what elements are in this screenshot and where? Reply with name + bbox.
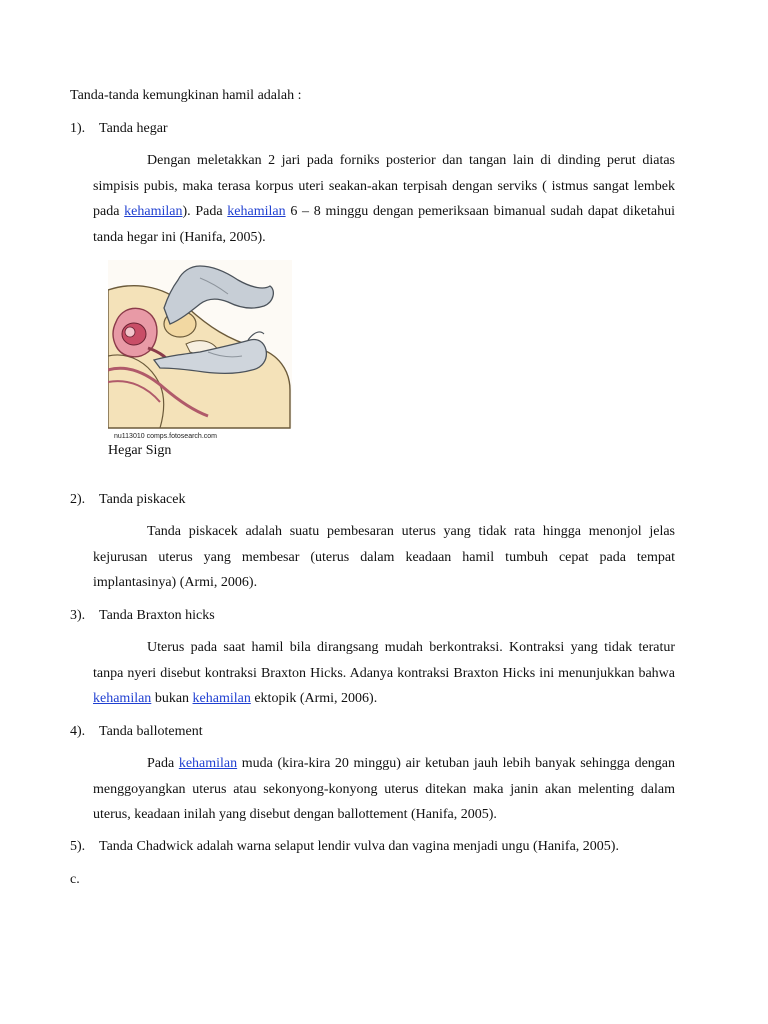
list-item-heading-1 bbox=[70, 122, 168, 136]
ballotement-paragraph bbox=[93, 751, 675, 828]
kehamilan-link[interactable]: kehamilan bbox=[192, 691, 251, 706]
paragraph-text: Tanda piskacek adalah suatu pembesaran uterus yang tidak rata hingga menonjol jelas kejurusan uterus yang membesar (uterus dalam keadaan hamil tumbuh cepat pada tempat implantasinya) (Armi, 2006). bbox=[93, 524, 675, 590]
paragraph-text: ). Pada bbox=[182, 204, 228, 219]
braxton-paragraph bbox=[93, 635, 675, 712]
intro-text: Tanda-tanda kemungkinan hamil adalah : bbox=[70, 88, 302, 103]
list-number: 1). bbox=[70, 121, 86, 136]
list-item-heading-4 bbox=[70, 725, 203, 739]
list-item-title: Tanda hegar bbox=[99, 121, 168, 136]
kehamilan-link[interactable]: kehamilan bbox=[227, 204, 286, 219]
trailing-marker: c. bbox=[70, 872, 80, 887]
paragraph-text: Dengan meletakkan 2 jari pada forniks posterior dan tangan lain di dinding perut diatas simpisis pubis, maka terasa korpus uteri seakan-akan terpisah dengan serviks ( istmus sangat lembek pada bbox=[93, 153, 675, 219]
list-number: 2). bbox=[70, 492, 86, 507]
kehamilan-link[interactable]: kehamilan bbox=[178, 756, 238, 771]
list-item-heading-2 bbox=[70, 493, 185, 507]
list-item-heading-3 bbox=[70, 609, 215, 623]
list-number: 4). bbox=[70, 724, 86, 739]
paragraph-text: ektopik (Armi, 2006). bbox=[250, 691, 378, 706]
illustration-image bbox=[108, 260, 292, 440]
figure-caption: Hegar Sign bbox=[108, 443, 172, 458]
list-item-title: Tanda Braxton hicks bbox=[99, 608, 215, 623]
list-item-title: Tanda ballotement bbox=[99, 724, 203, 739]
paragraph-text: Uterus pada saat hamil bila dirangsang mudah berkontraksi. Kontraksi yang tidak teratur tanpa nyeri disebut kontraksi Braxton Hicks. Adanya kontraksi Braxton Hicks ini menunjukkan bahwa bbox=[93, 640, 675, 681]
kehamilan-link[interactable]: kehamilan bbox=[93, 691, 152, 706]
list-item-title: Tanda Chadwick adalah warna selaput lendir vulva dan vagina menjadi ungu (Hanifa, 2005). bbox=[99, 839, 619, 854]
image-watermark: nu113010 comps.fotosearch.com bbox=[114, 433, 217, 440]
paragraph-text: Pada bbox=[147, 756, 179, 771]
list-item-title: Tanda piskacek bbox=[99, 492, 186, 507]
list-item-heading-5 bbox=[70, 840, 619, 854]
paragraph-text: 6 – 8 minggu dengan pemeriksaan bimanual sudah dapat diketahui tanda hegar ini (Hanifa, 2005). bbox=[93, 204, 675, 245]
paragraph-text: muda (kira-kira 20 minggu) air ketuban jauh lebih banyak sehingga dengan menggoyangkan uterus atau sekonyong-konyong uterus ditekan maka janin akan melenting dalam uterus, keadaan inilah yang disebut dengan ballottement (Hanifa, 2005). bbox=[93, 756, 676, 822]
hegar-sign-illustration bbox=[108, 260, 292, 440]
hegar-paragraph bbox=[93, 148, 675, 250]
piskacek-paragraph bbox=[93, 519, 675, 596]
list-number: 5). bbox=[70, 839, 86, 854]
kehamilan-link[interactable]: kehamilan bbox=[124, 204, 183, 219]
paragraph-text: bukan bbox=[151, 691, 193, 706]
list-number: 3). bbox=[70, 608, 86, 623]
